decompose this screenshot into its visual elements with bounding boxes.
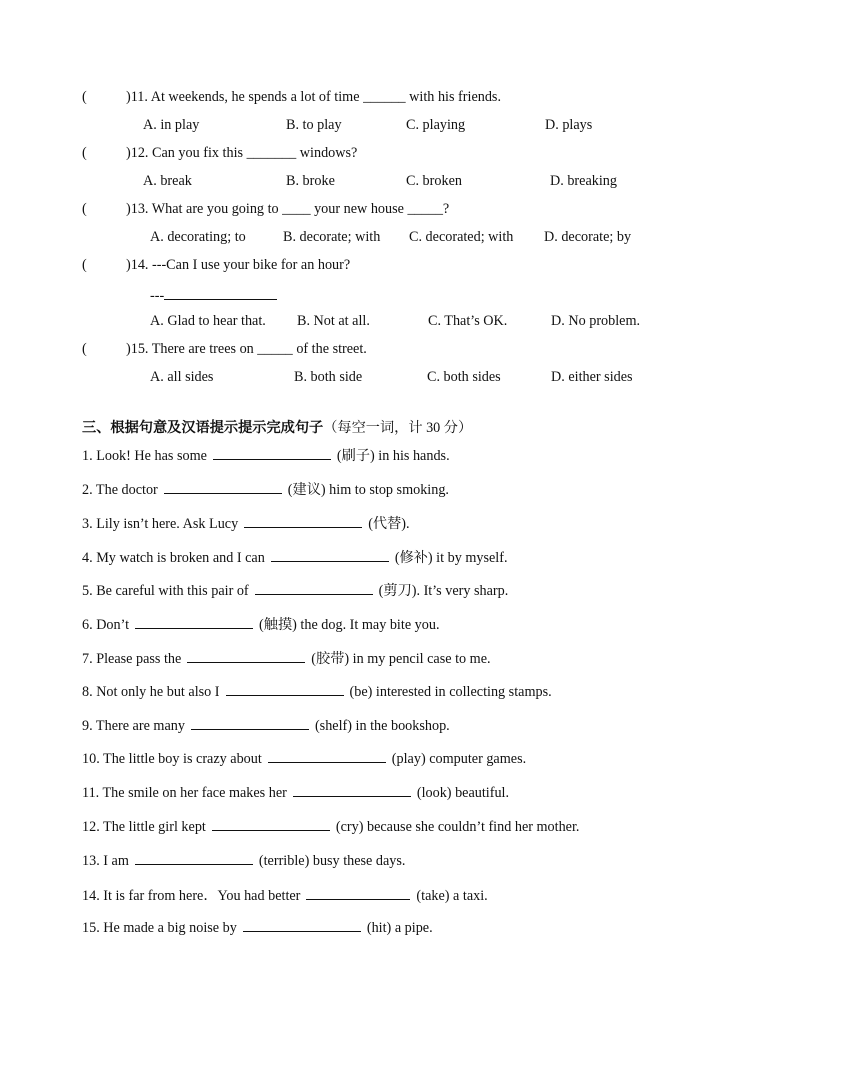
sentence-end: (shelf) in the bookshop. bbox=[314, 718, 450, 734]
sentence-start: 9. There are many bbox=[82, 718, 185, 734]
question-text: )15. There are trees on _____ of the street. bbox=[126, 341, 367, 357]
sentence-start: 5. Be careful with this pair of bbox=[82, 583, 249, 599]
answer-blank bbox=[135, 615, 253, 629]
option-b: B. Not at all. bbox=[297, 313, 370, 329]
fill-sentence bbox=[82, 445, 450, 465]
question-text: )14. ---Can I use your bike for an hour? bbox=[126, 257, 351, 273]
sentence-start: 11. The smile on her face makes her bbox=[82, 785, 287, 801]
answer-blank bbox=[164, 285, 277, 300]
fill-sentence bbox=[82, 716, 450, 735]
sentence-end: (刷子) in his hands. bbox=[336, 448, 450, 464]
fill-sentence bbox=[82, 783, 509, 802]
option-b: B. both side bbox=[294, 369, 363, 385]
sentence-start: 13. I am bbox=[82, 853, 129, 869]
sentence-end: (look) beautiful. bbox=[416, 785, 510, 801]
answer-blank bbox=[226, 682, 344, 696]
section-heading bbox=[82, 417, 472, 437]
fill-sentence bbox=[82, 648, 491, 668]
fill-sentence bbox=[82, 749, 526, 768]
answer-blank bbox=[135, 851, 253, 865]
sentence-start: 12. The little girl kept bbox=[82, 819, 206, 835]
answer-paren: ( bbox=[82, 89, 87, 105]
sentence-end: (take) a taxi. bbox=[416, 888, 488, 904]
option-d: D. either sides bbox=[551, 369, 633, 385]
answer-blank bbox=[306, 886, 410, 900]
fill-sentence bbox=[82, 851, 405, 870]
sentence-end: (cry) because she couldn’t find her mother. bbox=[335, 819, 580, 835]
sentence-start: 15. He made a big noise by bbox=[82, 920, 237, 936]
question-text: )11. At weekends, he spends a lot of time ______ with his friends. bbox=[126, 89, 501, 105]
answer-blank bbox=[213, 446, 331, 460]
answer-blank bbox=[164, 480, 282, 494]
option-a: A. all sides bbox=[150, 369, 214, 385]
option-a: A. decorating; to bbox=[150, 229, 246, 245]
option-d: D. breaking bbox=[550, 173, 617, 189]
sentence-start: 4. My watch is broken and I can bbox=[82, 550, 265, 566]
option-d: D. plays bbox=[545, 117, 593, 133]
fill-sentence bbox=[82, 479, 449, 499]
sentence-start: 10. The little boy is crazy about bbox=[82, 751, 262, 767]
sentence-start: 1. Look! He has some bbox=[82, 448, 207, 464]
option-d: D. decorate; by bbox=[544, 229, 632, 245]
sentence-end: (be) interested in collecting stamps. bbox=[349, 684, 552, 700]
answer-blank bbox=[293, 783, 411, 797]
option-a: A. in play bbox=[143, 117, 200, 133]
sentence-end: (play) computer games. bbox=[391, 751, 527, 767]
sentence-start: 3. Lily isn’t here. Ask Lucy bbox=[82, 516, 239, 532]
fill-sentence bbox=[82, 580, 508, 600]
section-title: 三、根据句意及汉语提示提示完成句子 bbox=[82, 420, 324, 436]
dash-prefix: --- bbox=[150, 288, 165, 304]
answer-blank bbox=[187, 649, 305, 663]
dialogue-reply-line bbox=[150, 285, 277, 305]
answer-paren: ( bbox=[82, 341, 87, 357]
sentence-end: (胶带) in my pencil case to me. bbox=[311, 651, 491, 667]
question-text: )13. What are you going to ____ your new house _____? bbox=[126, 201, 450, 217]
sentence-end: (terrible) busy these days. bbox=[258, 853, 406, 869]
fill-sentence bbox=[82, 885, 488, 905]
sentence-start: 2. The doctor bbox=[82, 482, 158, 498]
answer-blank bbox=[255, 581, 373, 595]
option-c: C. That’s OK. bbox=[428, 313, 508, 329]
answer-paren: ( bbox=[82, 201, 87, 217]
sentence-end: (剪刀). It’s very sharp. bbox=[378, 583, 509, 599]
question-text: )12. Can you fix this _______ windows? bbox=[126, 145, 358, 161]
option-c: C. both sides bbox=[427, 369, 501, 385]
sentence-end: (代替). bbox=[368, 516, 410, 532]
sentence-end: (修补) it by myself. bbox=[394, 550, 508, 566]
option-d: D. No problem. bbox=[551, 313, 641, 329]
sentence-start: 7. Please pass the bbox=[82, 651, 182, 667]
option-b: B. to play bbox=[286, 117, 342, 133]
section-note: （每空一词，计 30 分） bbox=[323, 420, 473, 436]
answer-blank bbox=[243, 918, 361, 932]
answer-blank bbox=[212, 817, 330, 831]
fill-sentence bbox=[82, 513, 410, 533]
option-b: B. decorate; with bbox=[283, 229, 381, 245]
option-c: C. broken bbox=[406, 173, 462, 189]
sentence-start: 8. Not only he but also I bbox=[82, 684, 220, 700]
answer-blank bbox=[271, 548, 389, 562]
sentence-end: (建议) him to stop smoking. bbox=[287, 482, 449, 498]
fill-sentence bbox=[82, 682, 552, 701]
answer-paren: ( bbox=[82, 257, 87, 273]
answer-blank bbox=[268, 749, 386, 763]
sentence-start: 6. Don’t bbox=[82, 617, 130, 633]
answer-blank bbox=[191, 716, 309, 730]
answer-blank bbox=[244, 514, 362, 528]
fill-sentence bbox=[82, 614, 440, 634]
sentence-end: (触摸) the dog. It may bite you. bbox=[259, 617, 440, 633]
fill-sentence bbox=[82, 817, 579, 836]
sentence-end: (hit) a pipe. bbox=[366, 920, 433, 936]
fill-sentence bbox=[82, 547, 508, 567]
option-a: A. Glad to hear that. bbox=[150, 313, 266, 329]
option-c: C. playing bbox=[406, 117, 466, 133]
answer-paren: ( bbox=[82, 145, 87, 161]
option-a: A. break bbox=[143, 173, 192, 189]
option-b: B. broke bbox=[286, 173, 335, 189]
sentence-start: 14. It is far from here．You had better bbox=[82, 888, 301, 904]
option-c: C. decorated; with bbox=[409, 229, 514, 245]
fill-sentence bbox=[82, 918, 433, 937]
